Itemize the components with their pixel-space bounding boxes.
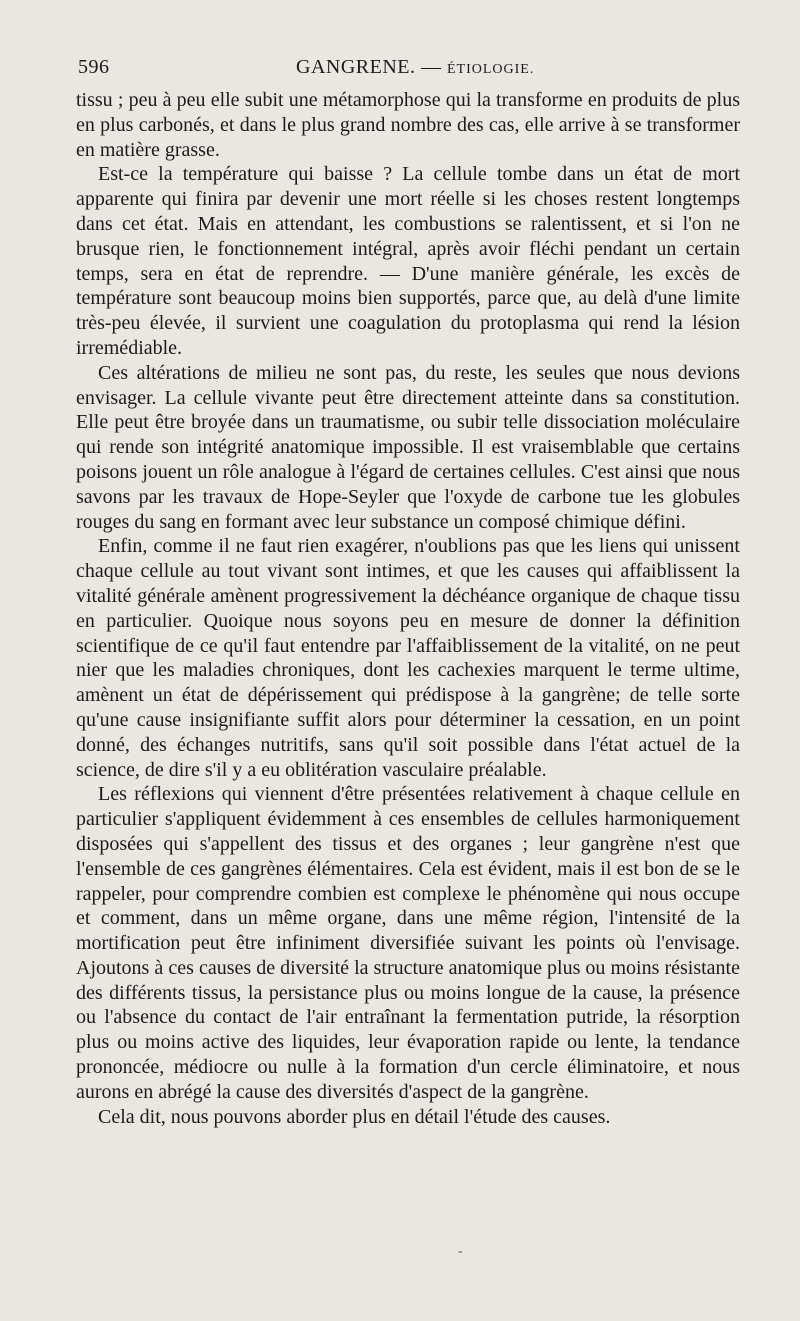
footer-mark: - [458,1244,463,1259]
paragraph: Cela dit, nous pouvons aborder plus en détail l'étude des causes. [98,1105,611,1128]
paragraph: tissu ; peu à peu elle subit une métamorphose qui la transforme en produits de plus en plus carbonés, et dans le plus grand nombre des cas, elle arrive à se transformer en matière grasse. [76,89,740,161]
section-title: ÉTIOLOGIE. [447,62,535,77]
running-title [296,56,534,79]
paragraph: Ces altérations de milieu ne sont pas, du reste, les seules que nous devions envisager. La cellule vivante peut être directement atteinte dans sa constitution. Elle peut être broyée dans un traumatisme, ou subir telle dissociation moléculaire qui rende son intégrité anatomique impossible. Il est vraisemblable que certains poisons jouent un rôle analogue à l'égard de certaines cellules. C'est ainsi que nous savons par les travaux de Hope-Seyler que l'oxyde de carbone tue les globules rouges du sang en formant avec leur substance un composé chimique défini. [76,361,740,533]
paragraph: Les réflexions qui viennent d'être présentées relativement à chaque cellule en particulier s'appliquent évidemment à ces ensembles de cellules harmoniquement disposées qui s'appellent des tissus et des organes ; leur gangrène n'est que l'ensemble de ces gangrènes élémentaires. Cela est évident, mais il est bon de se le rappeler, pour comprendre combien est complexe le phénomène qui nous occupe et comment, dans un même organe, dans une même région, l'intensité de la mortification peut être infiniment diversifiée suivant les points où l'envisage. Ajoutons à ces causes de diversité la structure anatomique plus ou moins résistante des différents tissus, la persistance plus ou moins longue de la cause, la présence ou l'absence du contact de l'air entraînant la fermentation putride, la résorption plus ou moins active des liquides, leur évaporation rapide ou lente, la tendance prononcée, médiocre ou nulle à la formation d'un cercle éliminatoire, et nous aurons en abrégé la cause des diversités d'aspect de la gangrène. [76,783,740,1103]
body-text [76,88,740,1129]
running-header [78,56,742,84]
paragraph: Est-ce la température qui baisse ? La cellule tombe dans un état de mort apparente qui finira par devenir une mort réelle si les choses restent longtemps dans cet état. Mais en attendant, les combustions se ralentissent, et si l'on ne brusque rien, le fonctionnement intégral, après avoir fléchi pendant un certain temps, sera en état de reprendre. — D'une manière générale, les excès de température sont beaucoup moins bien supportés, parce que, au delà d'une limite très-peu élevée, il survient une coagulation du protoplasma qui rend la lésion irremédiable. [76,163,740,359]
page-number: 596 [78,56,110,78]
paragraph: Enfin, comme il ne faut rien exagérer, n'oublions pas que les liens qui unissent chaque cellule au tout vivant sont intimes, et que les causes qui affaiblissent la vitalité générale amènent progressivement la déchéance organique de chaque tissu en particulier. Quoique nous soyons peu en mesure de donner la définition scientifique de ce qu'il faut entendre par l'affaiblissement de la vitalité, on ne peut nier que les maladies chroniques, dont les cachexies marquent le terme ultime, amènent un état de dépérissement qui prédispose à la gangrène; de telle sorte qu'une cause insignifiante suffit alors pour déterminer la cessation, en un point donné, des échanges nutritifs, sans qu'il soit possible dans l'état actuel de la science, de dire s'il y a eu oblitération vasculaire préalable. [76,535,740,781]
chapter-title: GANGRENE. — [296,56,442,78]
